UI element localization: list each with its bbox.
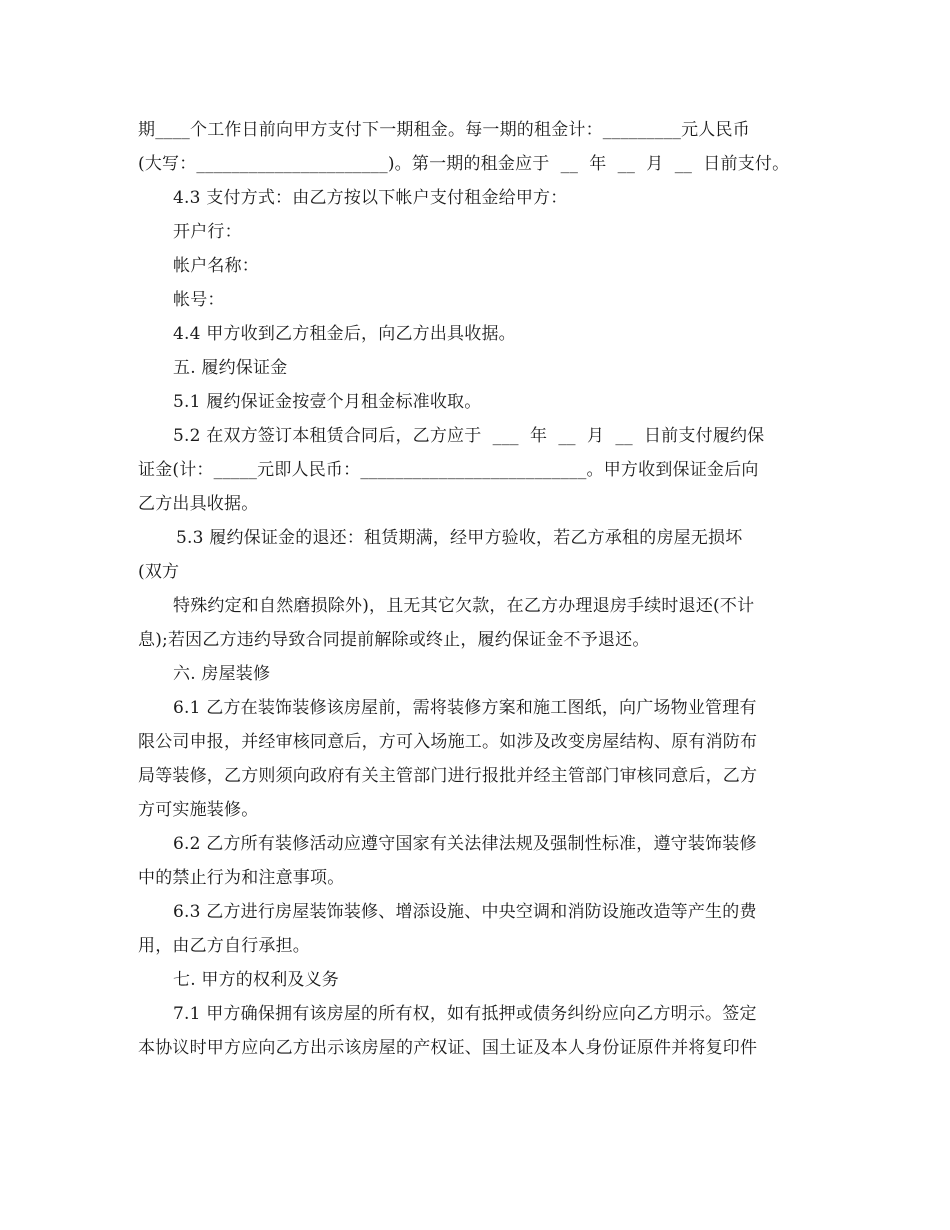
document-line: 本协议时甲方应向乙方出示该房屋的产权证、国土证及本人身份证原件并将复印件 [138, 1038, 758, 1058]
document-line: 5.2 在双方签订本租赁合同后，乙方应于 ___ 年 __ 月 __ 日前支付履约保 [173, 426, 765, 446]
document-line: (双方 [138, 562, 180, 582]
document-line: 7.1 甲方确保拥有该房屋的所有权，如有抵押或债务纠纷应向乙方明示。签定 [173, 1004, 757, 1024]
document-line: 4.3 支付方式：由乙方按以下帐户支付租金给甲方： [173, 188, 568, 208]
document-line: 特殊约定和自然磨损除外)，且无其它欠款，在乙方办理退房手续时退还(不计 [173, 596, 755, 616]
document-line: 5.3 履约保证金的退还：租赁期满，经甲方验收，若乙方承租的房屋无损坏 [176, 528, 743, 548]
document-line: (大写：______________________)。第一期的租金应于 __ 年 __ 月 __ 日前支付。 [138, 154, 790, 174]
document-body [138, 113, 828, 1065]
document-line: 乙方出具收据。 [138, 494, 259, 514]
document-line: 五. 履约保证金 [173, 358, 288, 378]
document-line: 六. 房屋装修 [173, 664, 271, 684]
document-line: 6.1 乙方在装饰装修该房屋前，需将装修方案和施工图纸，向广场物业管理有 [173, 698, 757, 718]
document-line: 4.4 甲方收到乙方租金后，向乙方出具收据。 [173, 324, 516, 344]
document-line: 用，由乙方自行承担。 [138, 936, 310, 956]
document-line: 中的禁止行为和注意事项。 [138, 868, 345, 888]
document-line: 局等装修，乙方则须向政府有关主管部门进行报批并经主管部门审核同意后，乙方 [138, 766, 758, 786]
document-line: 证金(计：_____元即人民币：__________________________。甲方收到保证金后向 [138, 460, 759, 480]
document-line: 6.2 乙方所有装修活动应遵守国家有关法律法规及强制性标准，遵守装饰装修 [173, 834, 757, 854]
document-line: 期____个工作日前向甲方支付下一期租金。每一期的租金计：_________元人民币 [138, 120, 750, 140]
document-line: 5.1 履约保证金按壹个月租金标准收取。 [173, 392, 482, 412]
document-line: 开户行： [173, 222, 242, 242]
document-line: 方可实施装修。 [138, 800, 259, 820]
document-line: 帐号： [173, 290, 225, 310]
document-line: 七. 甲方的权利及义务 [173, 970, 340, 990]
document-line: 息);若因乙方违约导致合同提前解除或终止，履约保证金不予退还。 [138, 630, 650, 650]
document-line: 6.3 乙方进行房屋装饰装修、增添设施、中央空调和消防设施改造等产生的费 [173, 902, 757, 922]
document-line: 限公司申报，并经审核同意后，方可入场施工。如涉及改变房屋结构、原有消防布 [138, 732, 758, 752]
document-line: 帐户名称： [173, 256, 259, 276]
